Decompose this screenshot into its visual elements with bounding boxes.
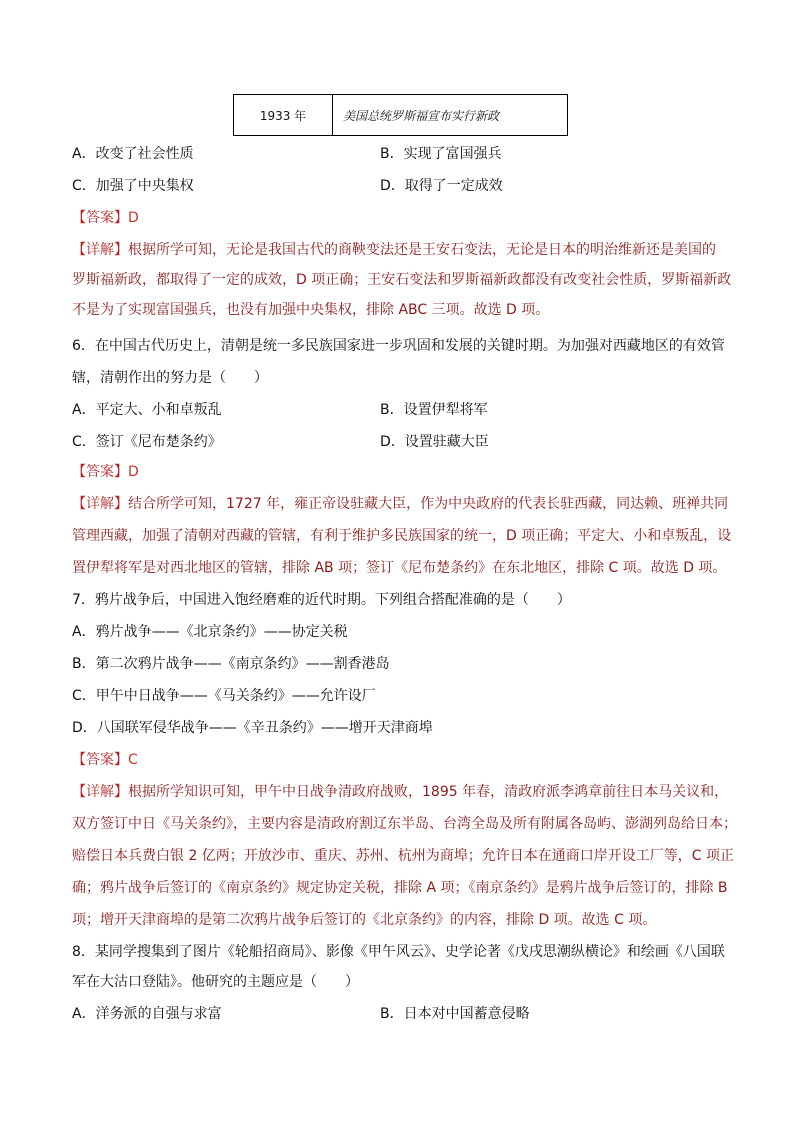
q7-option-d: D．八国联军侵华战争——《辛丑条约》——增开天津商埠 (72, 720, 433, 736)
q7-detail-line-4: 确；鸦片战争后签订的《南京条约》规定协定关税，排除 A 项；《南京条约》是鸦片战争后签订的，排除 B (72, 880, 728, 896)
answer-value: C (128, 752, 138, 768)
q5-detail-line-1 (72, 240, 716, 260)
q8-option-a: A．洋务派的自强与求富 (72, 1006, 222, 1022)
q6-detail-line-1 (72, 494, 728, 514)
q8-stem-line-2: 军在大沽口登陆》。他研究的主题应是（ ） (72, 974, 359, 990)
q5-option-a: A．改变了社会性质 (72, 146, 194, 162)
q7-answer (72, 750, 138, 770)
q7-option-a: A．鸦片战争——《北京条约》——协定关税 (72, 624, 348, 640)
q7-detail-line-2: 双方签订中日《马关条约》，主要内容是清政府割辽东半岛、台湾全岛及所有附属各岛屿、澎湖列岛给日本； (72, 816, 737, 832)
detail-label: 【详解】 (72, 784, 128, 800)
detail-text: 根据所学知识可知，甲午中日战争清政府战败，1895 年春，清政府派李鸿章前往日本马关议和， (128, 784, 729, 800)
answer-label: 【答案】 (72, 752, 128, 768)
q7-option-c: C．甲午中日战争——《马关条约》——允许设厂 (72, 688, 376, 704)
q5-detail-line-3: 不是为了实现富国强兵，也没有加强中央集权，排除 ABC 三项。故选 D 项。 (72, 302, 550, 318)
q6-stem-line-2: 辖，清朝作出的努力是（ ） (72, 370, 268, 386)
q8-option-b: B．日本对中国蓄意侵略 (380, 1006, 530, 1022)
q7-detail-line-5: 项；增开天津商埠的是第二次鸦片战争后签订的《北京条约》的内容，排除 D 项。故选 C 项。 (72, 912, 657, 928)
q6-option-a: A．平定大、小和卓叛乱 (72, 402, 222, 418)
timeline-table (233, 94, 568, 136)
table-year-cell: 1933 年 (234, 95, 333, 136)
q6-stem-line-1: 6．在中国古代历史上，清朝是统一多民族国家进一步巩固和发展的关键时期。为加强对西藏地区的有效管 (72, 338, 725, 354)
answer-label: 【答案】 (72, 464, 128, 480)
q6-option-d: D．设置驻藏大臣 (380, 434, 489, 450)
q7-stem: 7．鸦片战争后，中国进入饱经磨难的近代时期。下列组合搭配准确的是（ ） (72, 592, 571, 608)
detail-text: 根据所学可知，无论是我国古代的商鞅变法还是王安石变法，无论是日本的明治维新还是美国的 (128, 242, 716, 258)
answer-value: D (128, 210, 139, 226)
answer-label: 【答案】 (72, 210, 128, 226)
detail-label: 【详解】 (72, 242, 128, 258)
q6-answer (72, 462, 139, 482)
table-row (234, 95, 568, 136)
q6-option-b: B．设置伊犁将军 (380, 402, 488, 418)
q6-detail-line-2: 管理西藏，加强了清朝对西藏的管辖，有利于维护多民族国家的统一，D 项正确；平定大、小和卓叛乱，设 (72, 528, 732, 544)
detail-label: 【详解】 (72, 496, 128, 512)
answer-value: D (128, 464, 139, 480)
q5-answer (72, 208, 139, 228)
q7-option-b: B．第二次鸦片战争——《南京条约》——割香港岛 (72, 656, 390, 672)
detail-text: 结合所学可知，1727 年，雍正帝设驻藏大臣，作为中央政府的代表长驻西藏，同达赖、班禅共同 (128, 496, 729, 512)
q5-option-d: D．取得了一定成效 (380, 178, 503, 194)
q5-option-c: C．加强了中央集权 (72, 178, 194, 194)
q6-option-c: C．签订《尼布楚条约》 (72, 434, 222, 450)
q7-detail-line-1 (72, 782, 728, 802)
q7-detail-line-3: 赔偿日本兵费白银 2 亿两；开放沙市、重庆、苏州、杭州为商埠；允许日本在通商口岸开设工厂等，C 项正 (72, 848, 735, 864)
q5-detail-line-2: 罗斯福新政，都取得了一定的成效，D 项正确；王安石变法和罗斯福新政都没有改变社会性质，罗斯福新政 (72, 272, 732, 288)
q8-stem-line-1: 8．某同学搜集到了图片《轮船招商局》、影像《甲午风云》、史学论著《戊戌思潮纵横论》和绘画《八国联 (72, 944, 725, 960)
table-event-cell: 美国总统罗斯福宣布实行新政 (333, 95, 568, 136)
q5-option-b: B．实现了富国强兵 (380, 146, 502, 162)
q6-detail-line-3: 置伊犁将军是对西北地区的管辖，排除 AB 项；签订《尼布楚条约》在东北地区，排除 C 项。故选 D 项。 (72, 560, 727, 576)
